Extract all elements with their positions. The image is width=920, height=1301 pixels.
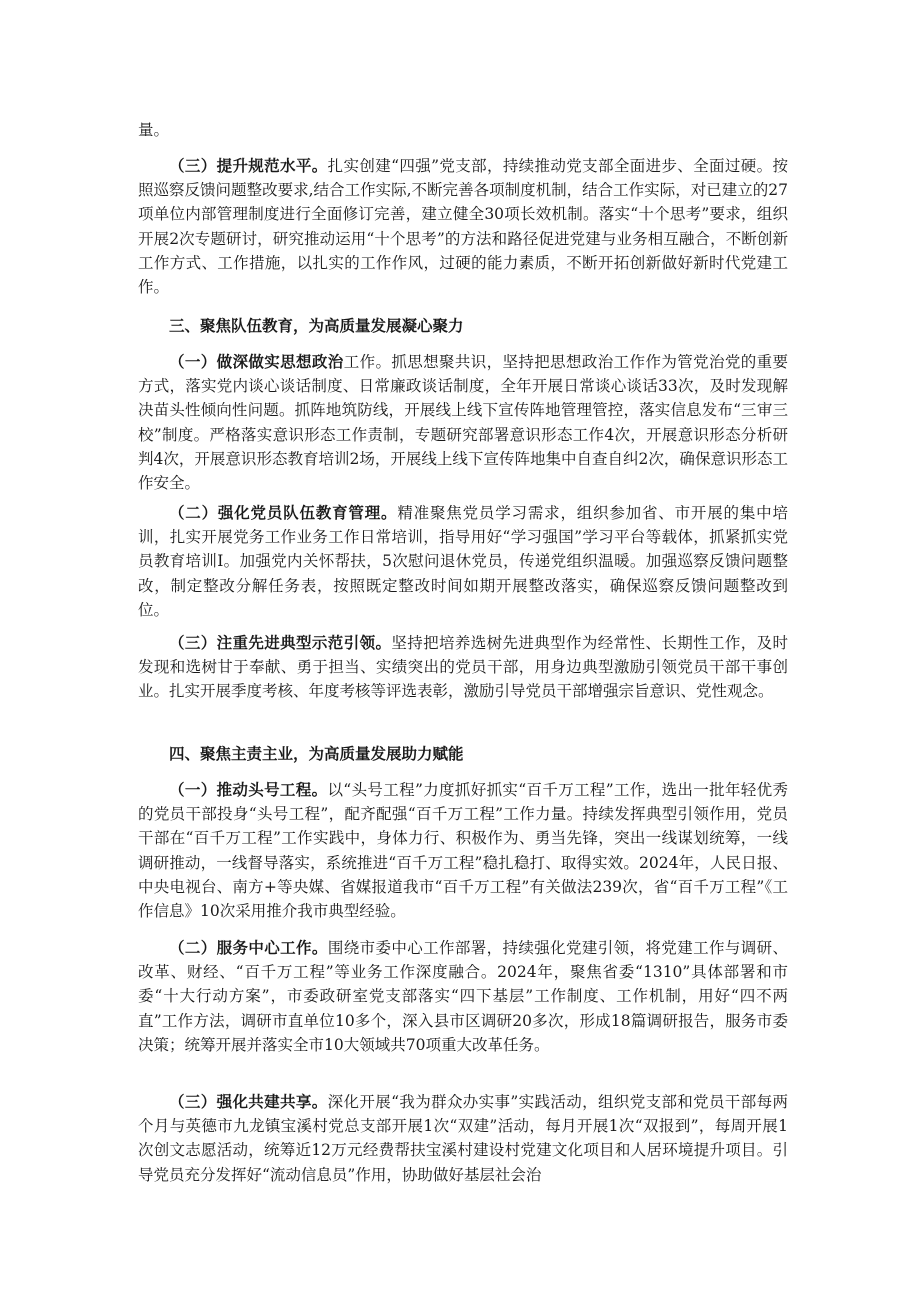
paragraph-text: 深化开展“我为群众办实事”实践活动，组织党支部和党员干部每两个月与英德市九龙镇宝溪村党总支部开展1次“双建”活动，每月开展1次“双报到”，每周开展1次创文志愿活动，统筹近12万元经费帮扶宝溪村建设村党建文化项目和人居环境提升项目。引导党员充分发挥好“流动信息员”作用，协助做好基层社会治: [138, 1093, 788, 1184]
paragraph-role-models: [138, 631, 788, 704]
paragraph-lead: （一）做深做实思想政治: [169, 352, 344, 371]
paragraph-continuation: [138, 118, 788, 142]
paragraph-text: 工作。抓思想聚共识，坚持把思想政治工作作为管党治党的重要方式，落实党内谈心谈话制度、日常廉政谈话制度，全年开展日常谈心谈话33次，及时发现解决苗头性倾向性问题。抓阵地筑防线，开展线上线下宣传阵地管理管控，落实信息发布“三审三校”制度。严格落实意识形态工作责制，专题研究部署意识形态工作4次，开展意识形态分析研判4次，开展意识形态教育培训2场，开展线上线下宣传阵地集中自查自纠2次，确保意识形态工作安全。: [138, 353, 788, 493]
paragraph-text: 坚持把培养选树先进典型作为经常性、长期性工作，及时发现和选树甘于奉献、勇于担当、实绩突出的党员干部，用身边典型激励引领党员干部干事创业。扎实开展季度考核、年度考核等评选表彰，激励引导党员干部增强宗旨意识、党性观念。: [138, 634, 788, 701]
paragraph-top-project: [138, 778, 788, 923]
paragraph-lead: （二）强化党员队伍教育管理。: [169, 503, 398, 522]
paragraph-lead: （一）推动头号工程。: [169, 780, 328, 799]
section-heading-3: 三、聚焦队伍教育，为高质量发展凝心聚力: [169, 316, 464, 335]
paragraph-lead: （二）服务中心工作。: [169, 938, 328, 957]
paragraph-serve-center: [138, 936, 788, 1057]
paragraph-text: 精准聚焦党员学习需求，组织参加省、市开展的集中培训，扎实开展党务工作业务工作日常培训，指导用好“学习强国”学习平台等载体，抓紧抓实党员教育培训I。加强党内关怀帮扶，5次慰问退休党员，传递党组织温暖。加强巡察反馈问题整改，制定整改分解任务表，按照既定整改时间如期开展整改落实，确保巡察反馈问题整改到位。: [138, 504, 788, 619]
section-heading-4: 四、聚焦主责主业，为高质量发展助力赋能: [169, 744, 464, 763]
paragraph-lead: （三）强化共建共享。: [169, 1092, 328, 1111]
paragraph-text: 围绕市委中心工作部署，持续强化党建引领，将党建工作与调研、改革、财经、“百千万工程”等业务工作深度融合。2024年，聚焦省委“1310”具体部署和市委“十大行动方案”，市委政研室党支部落实“四下基层”工作制度、工作机制，用好“四不两直”工作方法，调研市直单位10多个，深入县市区调研20多次，形成18篇调研报告，服务市委决策；统筹开展并落实全市10大领域共70项重大改革任务。: [138, 939, 788, 1054]
paragraph-member-education: [138, 501, 788, 622]
paragraph-ideological-work: [138, 350, 788, 495]
paragraph-co-build: [138, 1090, 788, 1187]
paragraph-improve-standards: [138, 154, 788, 299]
paragraph-text: 扎实创建“四强”党支部，持续推动党支部全面进步、全面过硬。按照巡察反馈问题整改要求,结合工作实际,不断完善各项制度机制，结合工作实际，对已建立的27项单位内部管理制度进行全面修订完善，建立健全30项长效机制。落实“十个思考”要求，组织开展2次专题研讨，研究推动运用“十个思考”的方法和路径促进党建与业务相互融合，不断创新工作方式、工作措施，以扎实的工作作风，过硬的能力素质，不断开拓创新做好新时代党建工作。: [138, 157, 788, 297]
paragraph-text: 以“头号工程”力度抓好抓实“百千万工程”工作，选出一批年轻优秀的党员干部投身“头号工程”，配齐配强“百千万工程”工作力量。持续发挥典型引领作用，党员干部在“百千万工程”工作实践中，身体力行、积极作为、勇当先锋，突出一线谋划统筹，一线调研推动，一线督导落实，系统推进“百千万工程”稳扎稳打、取得实效。2024年，人民日报、中央电视台、南方+等央媒、省媒报道我市“百千万工程”有关做法239次，省“百千万工程”《工作信息》10次采用推介我市典型经验。: [138, 781, 788, 921]
paragraph-lead: （三）提升规范水平。: [169, 156, 328, 175]
paragraph-lead: （三）注重先进典型示范引领。: [169, 633, 392, 652]
paragraph-text: 量。: [138, 121, 170, 139]
